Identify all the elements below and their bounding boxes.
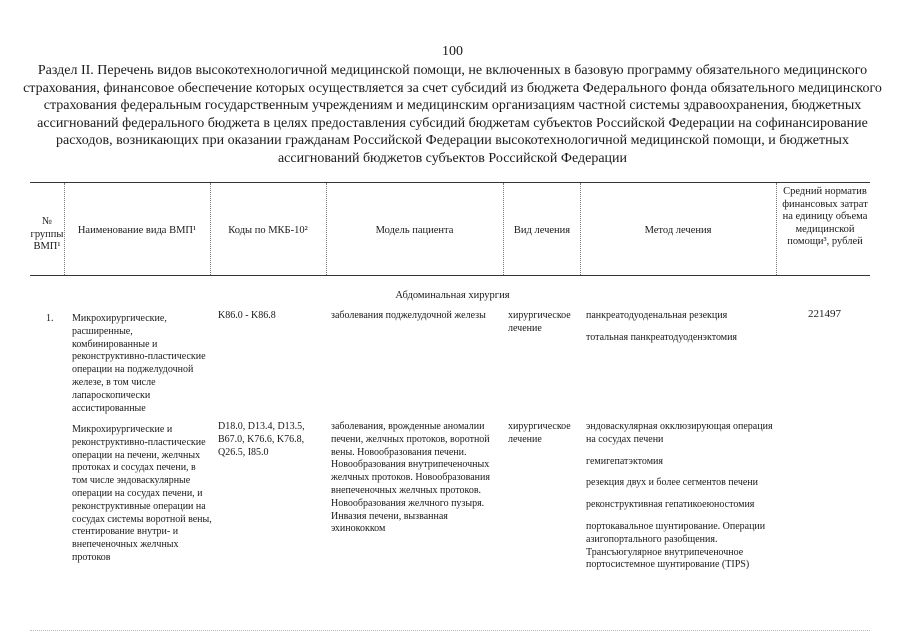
row-kind: хирургическое лечение: [508, 421, 571, 445]
method-item: портокавальное шунтирование. Операции азигопортального разобщения. Трансъюгулярное внутрипеченочное портосистемное шунтирование (TIPS): [586, 520, 766, 571]
method-item: тотальная панкреатодуоденэктомия: [586, 331, 738, 343]
row-methods: [586, 421, 776, 581]
header-codes: Коды по МКБ-10²: [228, 225, 308, 236]
section-title: Абдоминальная хирургия: [395, 290, 510, 301]
column-divider: [326, 183, 327, 275]
section-heading: Раздел II. Перечень видов высокотехнологичной медицинской помощи, не включенных в базовую программу обязательного медицинского страхования, финансовое обеспечение которых осуществляется за счет субсидий из бюджета Федерального фонда обязательного медицинского страхования федеральным государственным учреждениям и медицинским организациям частной системы здравоохранения, бюджетных ассигнований федерального бюджета в целях предоставления субсидий бюджетам субъектов Российской Федерации на софинансирование расходов, возникающих при оказании гражданам Российской Федерации высокотехнологичной медицинской помощи, и бюджетных ассигнований бюджетов субъектов Российской Федерации: [23, 63, 882, 166]
page-number: 100: [442, 44, 463, 59]
row-codes: K86.0 - K86.8: [218, 310, 276, 321]
method-item: гемигепатэктомия: [586, 455, 663, 467]
row-codes: D18.0, D13.4, D13.5, B67.0, K76.6, K76.8, Q26.5, I85.0: [218, 421, 305, 458]
method-item: реконструктивная гепатикоеюностомия: [586, 499, 755, 511]
row-group-number: 1.: [46, 313, 54, 324]
row-cost: 221497: [808, 308, 841, 320]
column-divider: [210, 183, 211, 275]
page-bottom-edge: [30, 630, 870, 631]
header-kind: Вид лечения: [513, 225, 571, 236]
row-name: Микрохирургические и реконструктивно-пластические операции на печени, желчных протоках и сосудах печени, в том числе эндоваскулярные операции на сосудах печени, и реконструктивные операции на сосудах системы воротной вены, стентирование внутри- и внепеченочных желчных протоков: [72, 424, 212, 563]
method-item: эндоваскулярная окклюзирующая операция на сосудах печени: [586, 421, 773, 445]
column-divider: [580, 183, 581, 275]
header-model: Модель пациента: [375, 225, 454, 236]
row-methods: [586, 310, 776, 354]
method-item: резекция двух и более сегментов печени: [586, 477, 759, 489]
row-model: заболевания, врожденные аномалии печени, желчных протоков, воротной вены. Новообразования печени. Новообразования внутрипеченочных желчных протоков. Новообразования внепеченочных желчных протоков. Новообразования желчного пузыря. Инвазия печени, вызванная эхинококком: [331, 421, 490, 535]
header-name: Наименование вида ВМП¹: [77, 225, 197, 236]
method-item: панкреатодуоденальная резекция: [586, 310, 728, 321]
row-name: Микрохирургические, расширенные, комбинированные и реконструктивно-пластические операции на поджелудочной железе, в том числе лапароскопически ассистированные: [72, 313, 206, 414]
column-divider: [64, 183, 65, 275]
table-header-rule: [30, 275, 870, 276]
column-divider: [503, 183, 504, 275]
table-top-rule: [30, 182, 870, 183]
row-model: заболевания поджелудочной железы: [331, 310, 486, 321]
header-method: Метод лечения: [644, 225, 712, 236]
header-group: № группы ВМП¹: [30, 216, 64, 252]
column-divider: [776, 183, 777, 275]
row-kind: хирургическое лечение: [508, 310, 571, 334]
header-cost: Средний норматив финансовых затрат на единицу объема медицинской помощи³, рублей: [782, 186, 868, 247]
